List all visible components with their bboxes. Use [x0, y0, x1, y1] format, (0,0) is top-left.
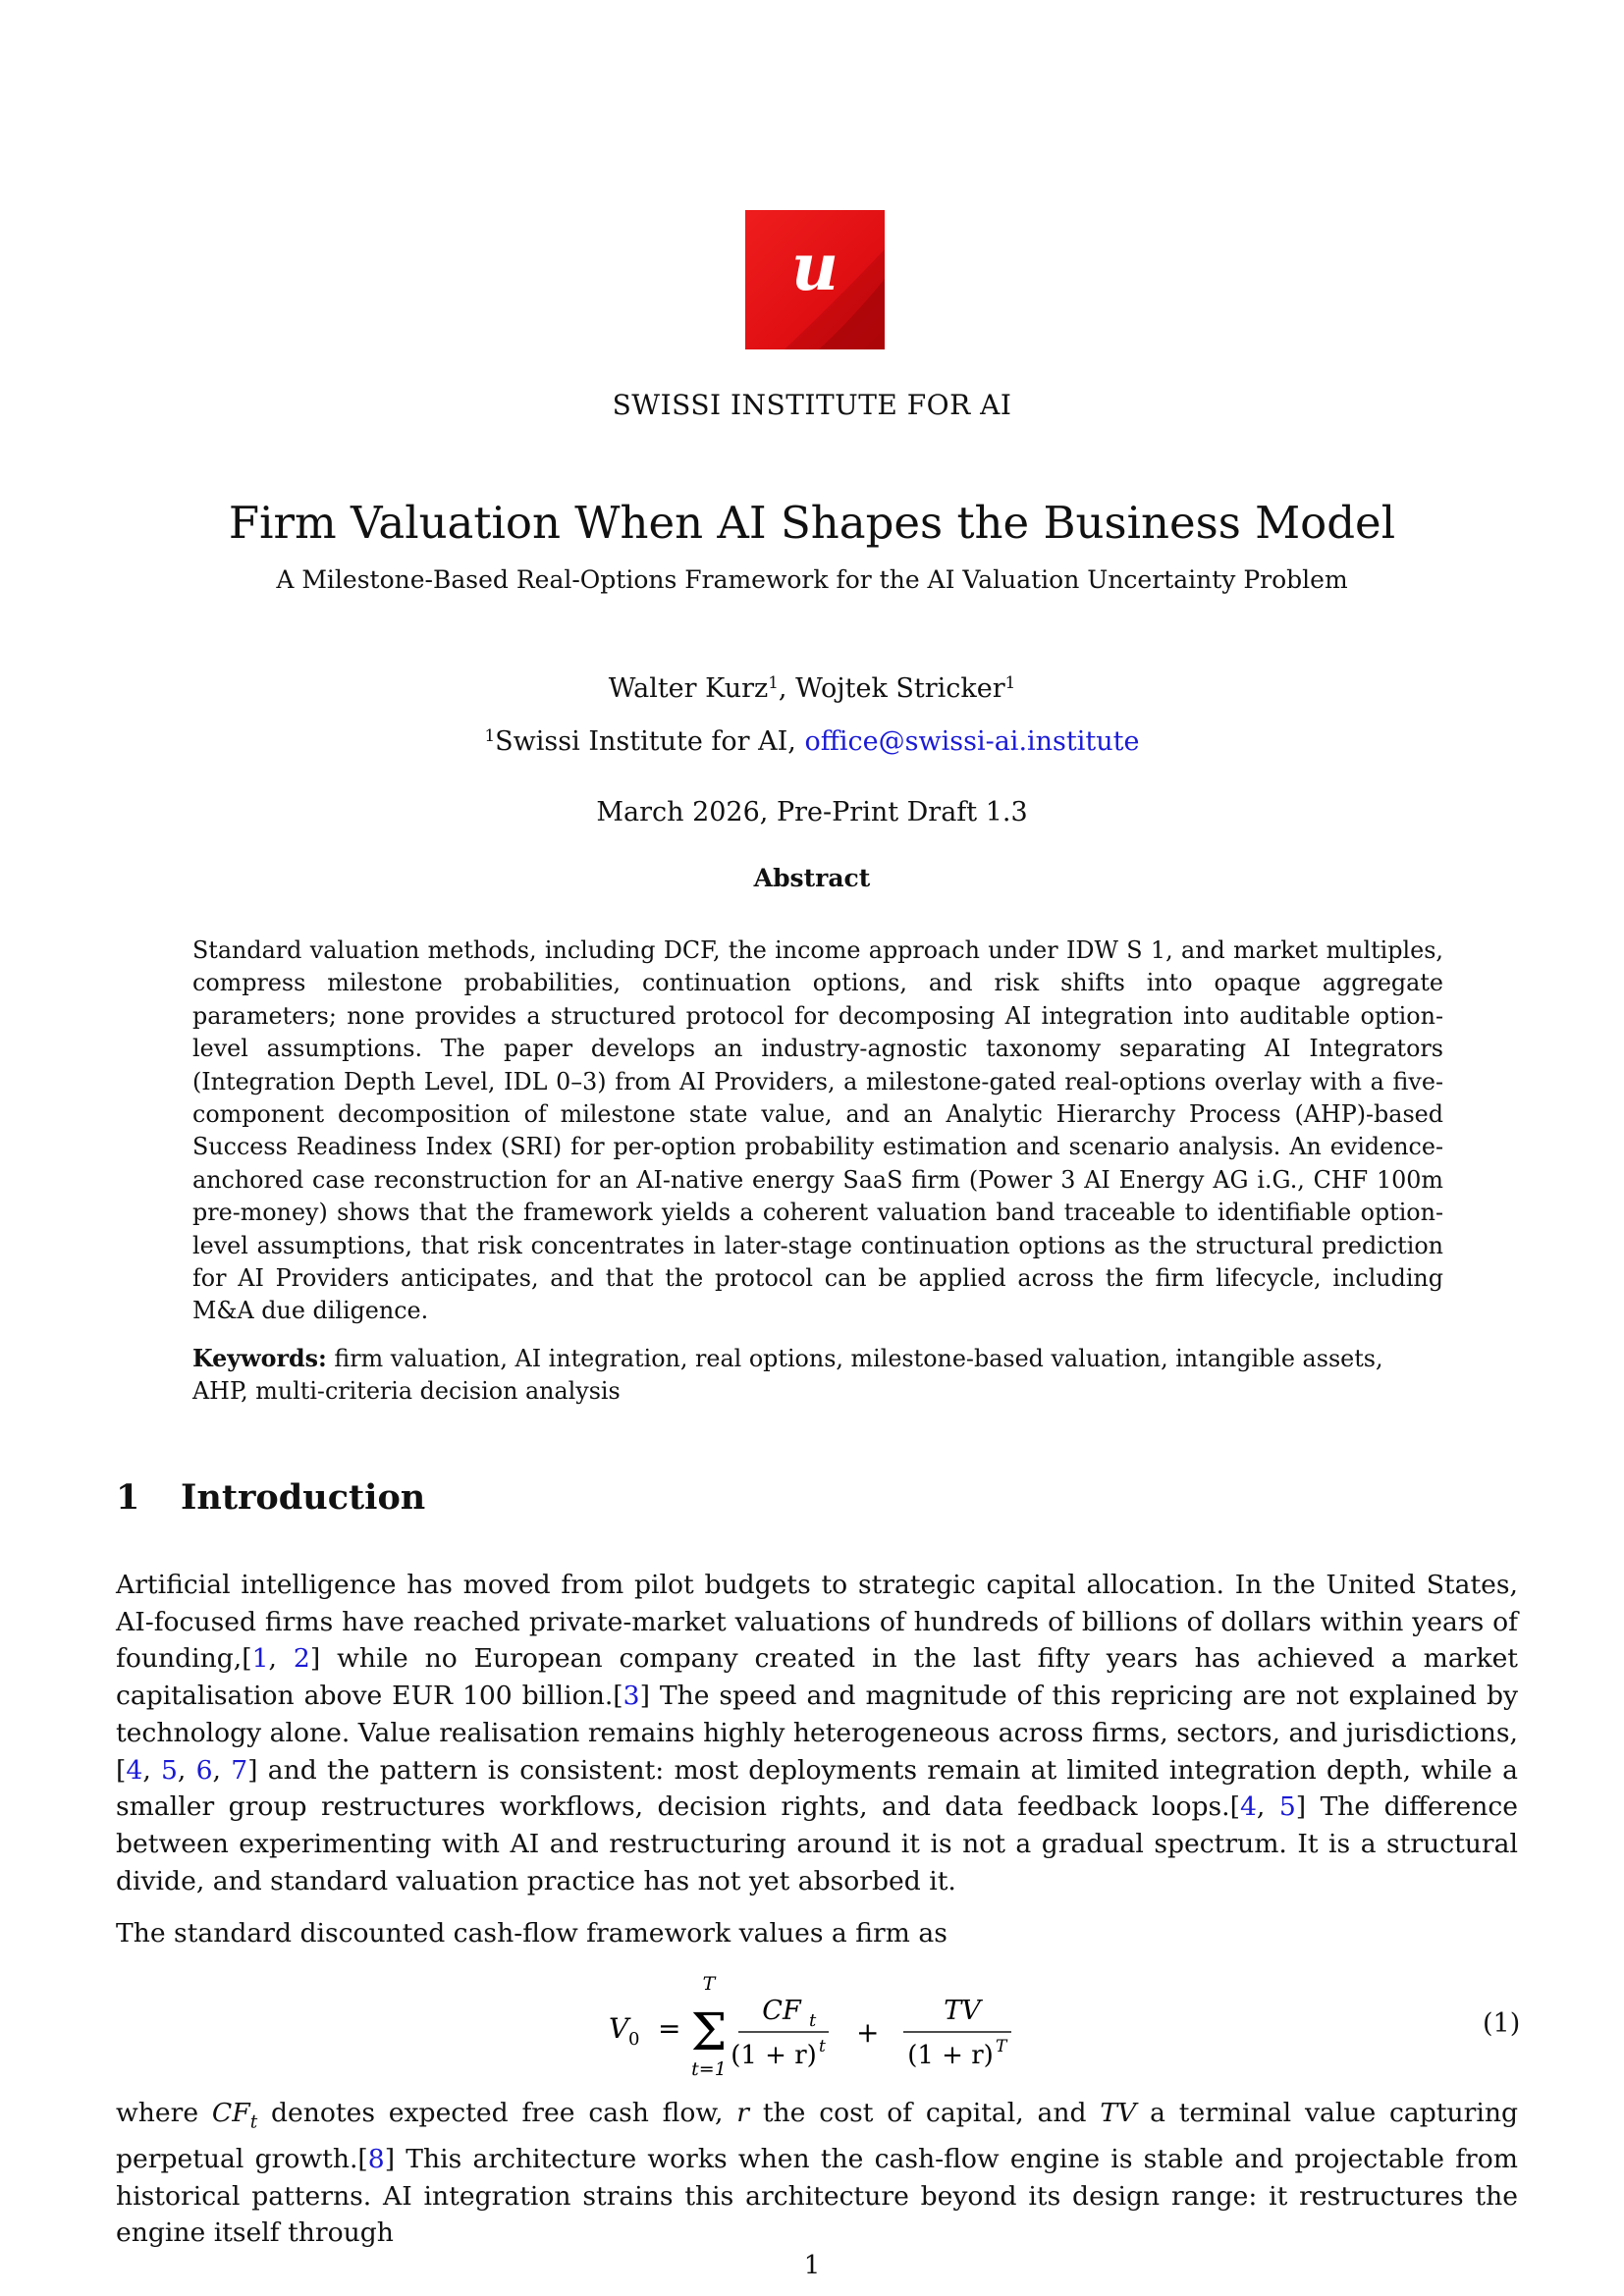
paper-title: Firm Valuation When AI Shapes the Business Model: [228, 497, 1396, 549]
text-run: ,: [212, 1754, 232, 1786]
author-name: Walter Kurz: [608, 673, 769, 704]
text-run: ] The speed and magnitude of this repricing are not explained by technology alone. Value realisation remains highly heterogeneous across firms, sectors, and jurisdictions,[: [116, 1681, 1518, 1786]
citation-link[interactable]: 7: [231, 1754, 248, 1786]
numerator-subscript: t: [809, 2010, 817, 2031]
denominator: (1 + r): [731, 2041, 817, 2070]
keywords: [192, 1343, 1443, 1409]
intro-paragraph-1: [116, 1567, 1518, 1899]
text-run: ] and the pattern is consistent: most deployments remain at limited integration depth, while a smaller group restructures workflows, decision rights, and data feedback loops.[: [116, 1754, 1518, 1823]
citation-link[interactable]: 5: [1278, 1791, 1296, 1823]
affiliation-mark: 1: [484, 724, 496, 745]
intro-paragraph-3: [116, 2095, 1518, 2252]
text-run: ,: [142, 1754, 161, 1786]
institute-logo: [745, 210, 885, 349]
affiliation-line: [0, 726, 1624, 757]
abstract-text: Standard valuation methods, including DCF, the income approach under IDW S 1, and market multiples, compress milestone probabilities, continuation options, and risk shifts into opaque aggregate parameters; none provides a structured protocol for decomposing AI integration into auditable option-level assumptions. The paper develops an industry-agnostic taxonomy separating AI Integrators (Integration Depth Level, IDL 0–3) from AI Providers, a milestone-gated real-options overlay with a five-component decomposition of milestone state value, and an Analytic Hierarchy Process (AHP)-based Success Readiness Index (SRI) for per-option probability estimation and scenario analysis. An evidence-anchored case reconstruction for an AI-native energy SaaS firm (Power 3 AI Energy AG i.G., CHF 100m pre-money) shows that the framework yields a coherent valuation band traceable to identifiable option-level assumptions, that risk concentrates in later-stage continuation options as the structural prediction for AI Providers anticipates, and that the protocol can be applied across the firm lifecycle, including M&A due diligence.: [192, 936, 1443, 1325]
abstract-heading: Abstract: [753, 864, 871, 892]
text-run: ] while no European company created in the last fifty years has achieved a market capitalisation above EUR 100 billion.[: [116, 1643, 1518, 1712]
email-link[interactable]: office@swissi-ai.institute: [804, 726, 1140, 757]
dcf-equation: [589, 1973, 1100, 2081]
citation-link[interactable]: 5: [161, 1754, 178, 1786]
affiliation-mark: 1: [1004, 671, 1016, 692]
text-run: where: [116, 2098, 212, 2128]
keywords-label: Keywords:: [192, 1345, 327, 1372]
denominator-exponent: t: [819, 2037, 826, 2056]
keywords-list: firm valuation, AI integration, real options, milestone-based valuation, intangible assets, AHP, multi-criteria decision analysis: [192, 1345, 1383, 1406]
equation-plus: +: [856, 2016, 880, 2049]
numerator-terminal-value: TV: [944, 1996, 981, 2026]
citation-link[interactable]: 2: [293, 1643, 310, 1675]
citation-link[interactable]: 4: [1240, 1791, 1257, 1823]
citation-link[interactable]: 1: [251, 1643, 269, 1675]
citation-link[interactable]: 8: [367, 2144, 385, 2175]
equation-lhs-subscript: 0: [628, 2029, 640, 2050]
sum-lower-limit: t=1: [691, 2058, 727, 2080]
affiliation-mark: 1: [768, 671, 779, 692]
section-heading: [116, 1477, 425, 1518]
author-list: [0, 673, 1624, 704]
intro-paragraph-2: The standard discounted cash-flow framework values a firm as: [116, 1918, 947, 1949]
paper-subtitle: A Milestone-Based Real-Options Framework for the AI Valuation Uncertainty Problem: [276, 565, 1348, 594]
text-run: denotes expected free cash flow,: [257, 2098, 737, 2128]
sum-symbol: Σ: [690, 2003, 728, 2062]
math-symbol: CF: [211, 2098, 250, 2128]
numerator-cashflow: CF: [762, 1996, 801, 2026]
citation-link[interactable]: 4: [126, 1754, 143, 1786]
math-subscript: t: [249, 2111, 258, 2133]
text-run: ] This architecture works when the cash-flow engine is stable and projectable from historical patterns. AI integration strains this architecture beyond its design range: it restructures the engine itself through: [116, 2144, 1518, 2249]
institute-name: SWISSI INSTITUTE FOR AI: [612, 389, 1012, 421]
text-run: ,: [268, 1643, 294, 1675]
text-run: a terminal value capturing perpetual growth.[: [116, 2098, 1518, 2175]
denominator: (1 + r): [907, 2041, 994, 2070]
paper-date: March 2026, Pre-Print Draft 1.3: [596, 797, 1028, 828]
math-symbol: TV: [1100, 2098, 1137, 2128]
section-title: Introduction: [181, 1477, 426, 1518]
text-run: ,: [177, 1754, 196, 1786]
citation-link[interactable]: 6: [195, 1754, 213, 1786]
equation-equals: =: [658, 2012, 681, 2045]
section-number: 1: [116, 1477, 140, 1518]
equation-number: (1): [1483, 2008, 1521, 2039]
logo-letter: u: [791, 229, 839, 305]
text-run: Artificial intelligence has moved from pilot budgets to strategic capital allocation. In the United States, AI-focused firms have reached private-market valuations of hundreds of billions of dollars within years of founding,[: [116, 1570, 1518, 1675]
text-run: ] The difference between experimenting with AI and restructuring around it is not a gradual spectrum. It is a structural divide, and standard valuation practice has not yet absorbed it.: [116, 1791, 1518, 1896]
denominator-exponent: T: [996, 2037, 1007, 2056]
text-run: the cost of capital, and: [749, 2098, 1101, 2128]
math-symbol: r: [736, 2098, 750, 2128]
page-number: 1: [803, 2251, 821, 2280]
author-name: Wojtek Stricker: [795, 673, 1005, 704]
text-run: ,: [1256, 1791, 1279, 1823]
citation-link[interactable]: 3: [623, 1681, 640, 1712]
author-separator: ,: [778, 673, 796, 704]
affiliation-name: Swissi Institute for AI,: [495, 726, 805, 757]
equation-lhs: V: [609, 2012, 629, 2045]
sum-upper-limit: T: [702, 1973, 716, 1995]
